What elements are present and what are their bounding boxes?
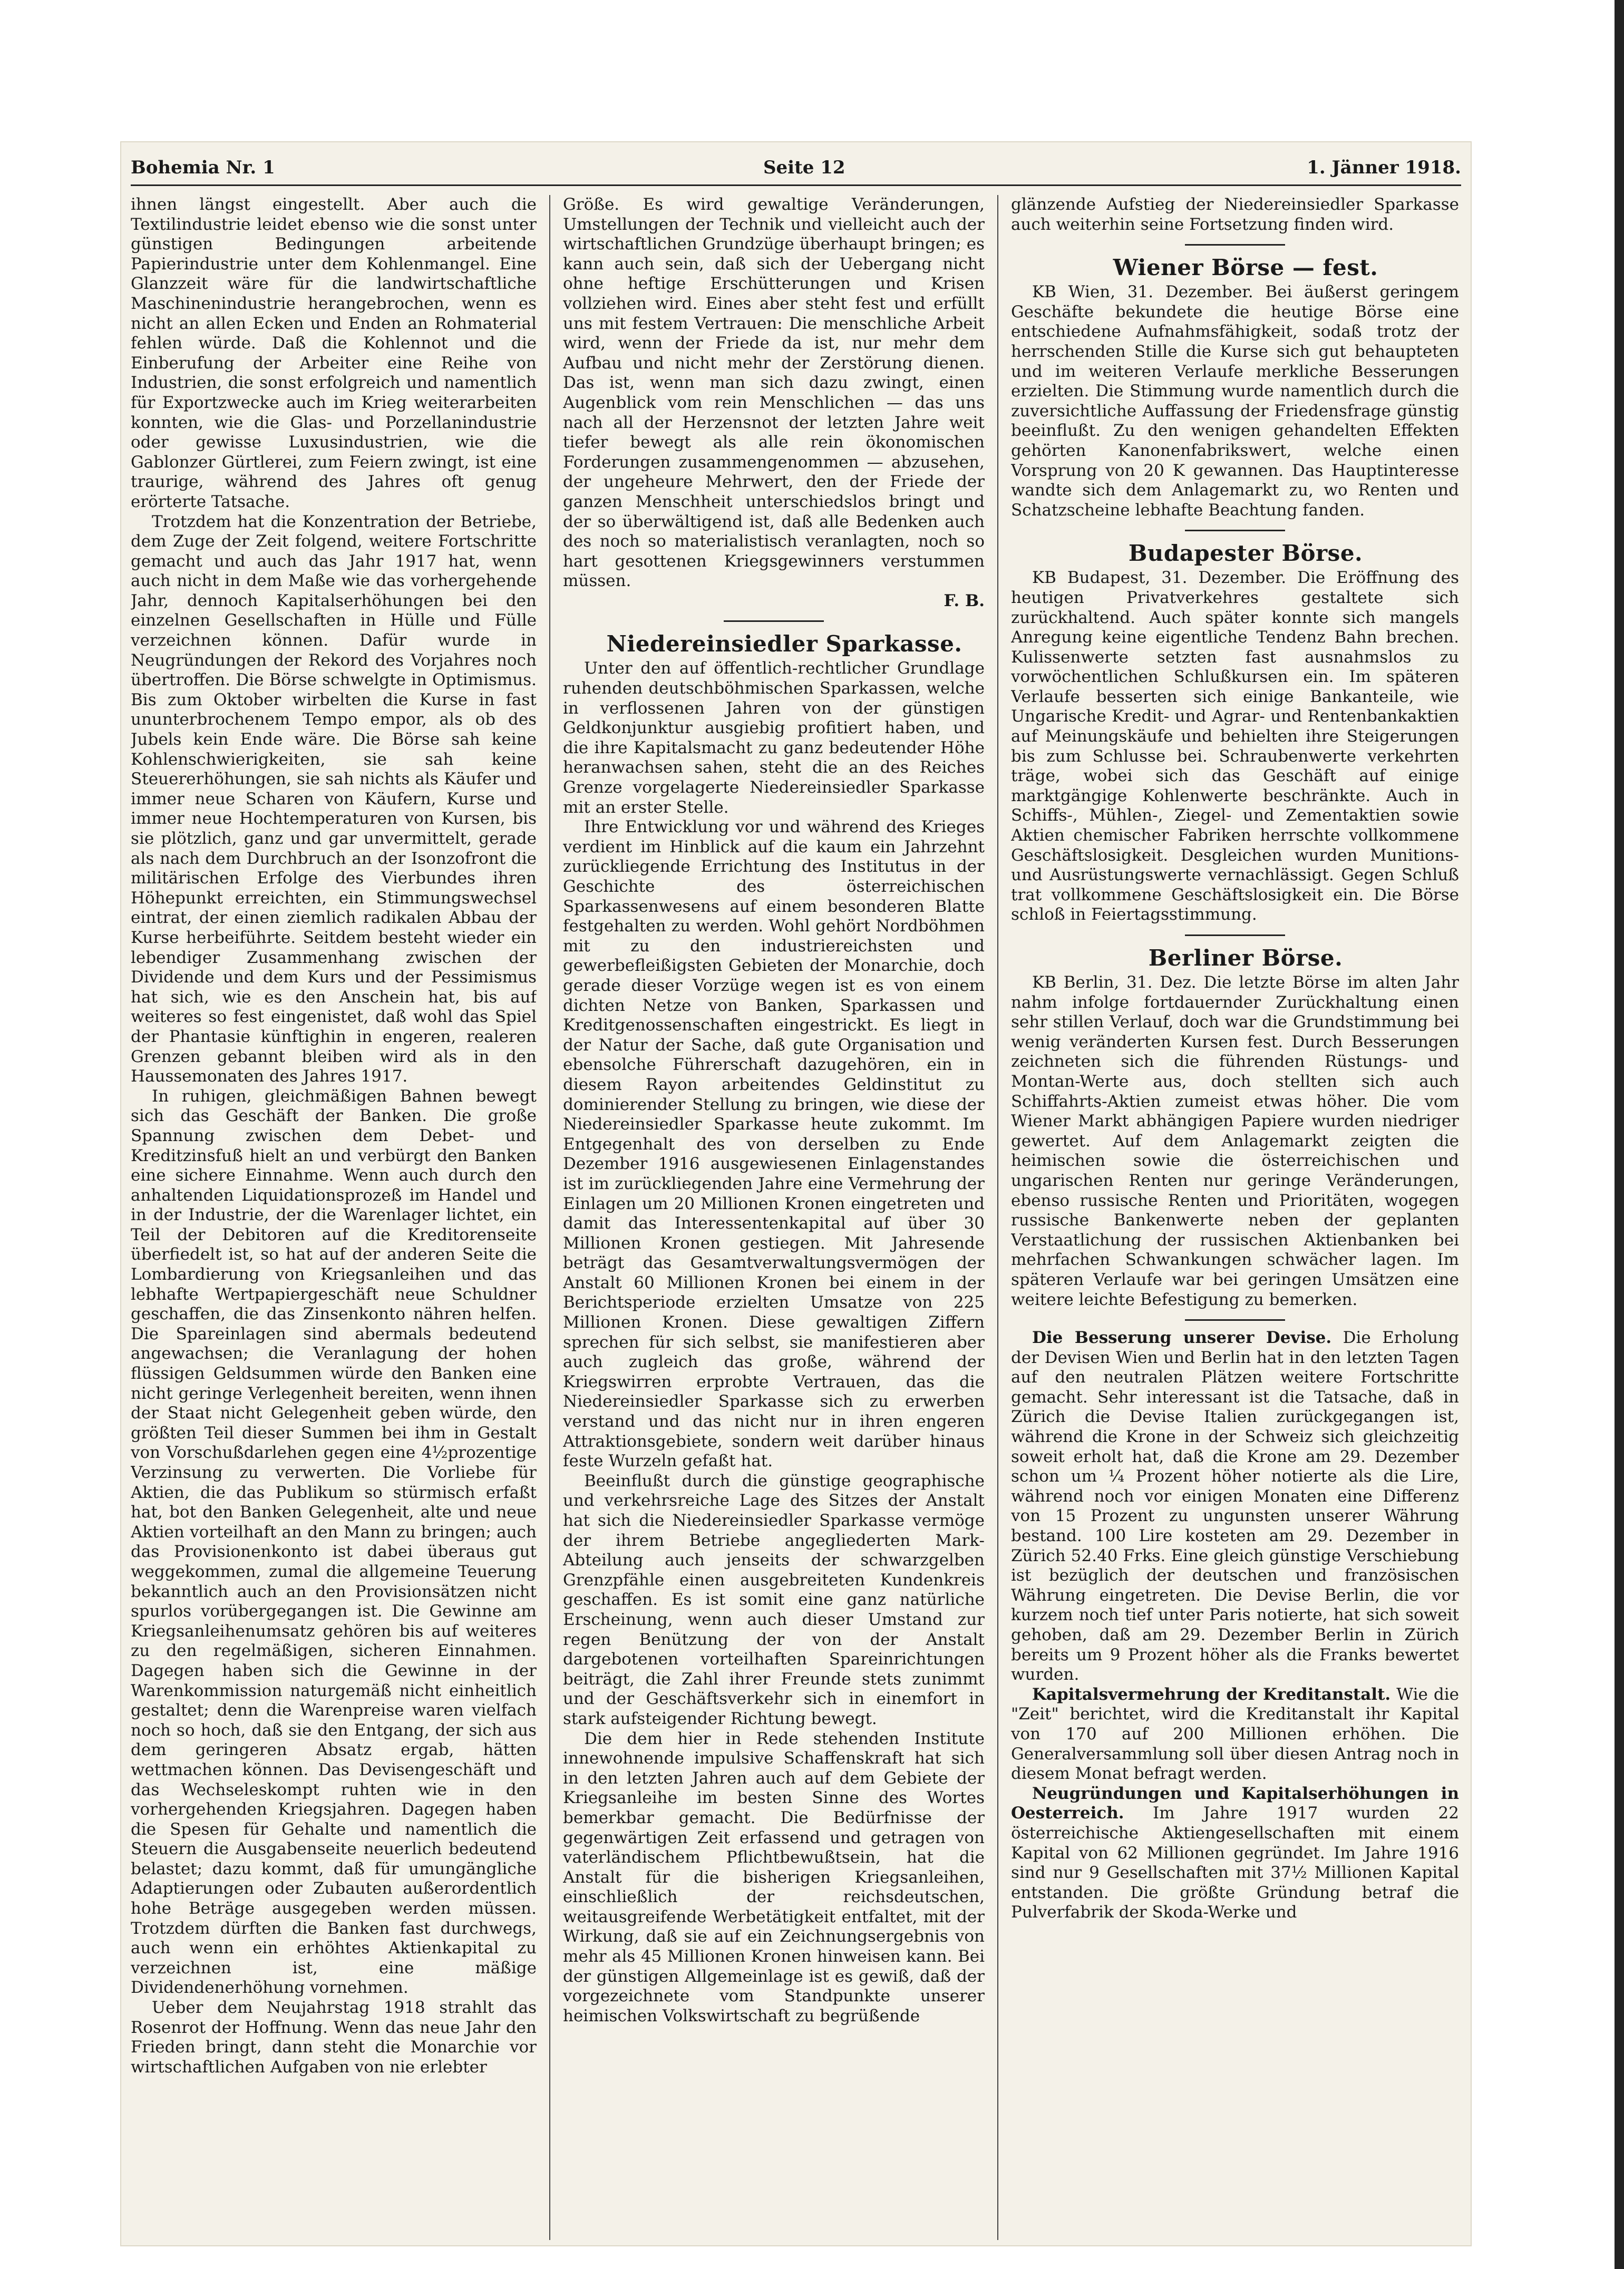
column-3 bbox=[1011, 195, 1459, 2240]
column-1 bbox=[131, 195, 537, 2240]
section-divider bbox=[724, 620, 824, 622]
col2-article-paragraph: Unter den auf öffentlich-rechtlicher Grundlage ruhenden deutschböhmischen Sparkassen, welche in verflossenen Jahren von der günstigen Geldkonjunktur ausgiebig profitiert haben, und die ihre Kapitalsmacht zu ganz bedeutender Höhe heranwachsen sahen, steht die an des Reiches Grenze vorgelagerte Niedereinsiedler Sparkasse mit an erster Stelle. bbox=[563, 659, 985, 817]
col1-paragraph: Ueber dem Neujahrstag 1918 strahlt das Rosenrot der Hoffnung. Wenn das neue Jahr den Frieden bringt, dann steht die Monarchie vor wirtschaftlichen Aufgaben von nie erlebter bbox=[131, 1998, 537, 2077]
header-page-number: Seite 12 bbox=[763, 157, 845, 178]
col2-article-paragraph: Ihre Entwicklung vor und während des Krieges verdient im Hinblick auf die kaum ein Jahrzehnt zurückliegende Errichtung des Institutus in der Geschichte des österreichischen Sparkassenwesens auf einem besonderen Blatte festgehalten zu werden. Wohl gehört Nordböhmen mit zu den industriereichsten und gewerbefleißigsten Gebieten der Monarchie, doch gerade dieser Vorzüge wegen ist es von einem dichten Netze von Banken, Sparkassen und Kreditgenossenschaften eingestrickt. Es liegt in der Natur der Sache, daß gute Organisation und ebensolche Führerschaft dazugehören, ein in diesem Rayon arbeitendes Geldinstitut zu dominierender Stellung zu bringen, wie diese der Niedereinsiedler Sparkasse heute zukommt. Im Entgegenhalt des von derselben zu Ende Dezember 1916 ausgewiesenen Einlagenstandes ist im zurückliegenden Jahre eine Vermehrung der Einlagen um 20 Millionen Kronen eingetreten und damit das Interessentenkapital auf über 30 Millionen Kronen gestiegen. Mit Jahresende beträgt das Gesamtverwaltungsvermögen der Anstalt 60 Millionen Kronen bei einem in der Berichtsperiode erzielten Umsatze von 225 Millionen Kronen. Diese gewaltigen Ziffern sprechen für sich selbst, sie manifestieren aber auch zugleich das große, während der Kriegswirren erprobte Vertrauen, das die Niedereinsiedler Sparkasse sich zu erwerben verstand und das nicht nur in ihren engeren Attraktionsgebiete, sondern weit darüber hinaus feste Wurzeln gefaßt hat. bbox=[563, 817, 985, 1471]
notice-text: Wie die "Zeit" berichtet, wird die Kreditanstalt ihr Kapital von 170 auf 200 Millionen erhöhen. Die Generalversammlung soll über diesen Antrag noch in diesem Monat befragt werden. bbox=[1011, 1684, 1459, 1784]
section-divider bbox=[1185, 934, 1285, 936]
section-title-berliner-boerse: Berliner Börse. bbox=[1148, 945, 1343, 971]
col2-paragraph: Größe. Es wird gewaltige Veränderungen, Umstellungen der Technik und vielleicht auch der wirtschaftlichen Grundzüge überhaupt bringen; es kann auch sein, daß sich der Uebergang nicht ohne heftige Erschütterungen und Krisen vollziehen wird. Eines aber steht fest und erfüllt uns mit festem Vertrauen: Die menschliche Arbeit wird, wenn der Friede da ist, nur mehr dem Aufbau und nicht mehr der Zerstörung dienen. Das ist, wenn man sich dazu zwingt, einen Augenblick vom rein Menschlichen — das uns nach all der Herzensnot der letzten Jahre weit tiefer bewegt als alle rein ökonomischen Forderungen zusammengenommen — abzusehen, der ungeheure Mehrwert, den der Friede der ganzen Menschheit unterschiedslos bringt und der so überwältigend ist, daß alle Bedenken auch des noch so materialistisch veranlagten, noch so hart gesottenen Kriegsgewinners verstummen müssen. bbox=[563, 195, 985, 591]
col1-paragraph: Trotzdem hat die Konzentration der Betriebe, dem Zuge der Zeit folgend, weitere Fortschritte gemacht und auch das Jahr 1917 hat, wenn auch nicht in dem Maße wie das vorhergehende Jahr, dennoch Kapitalserhöhungen bei den einzelnen Gesellschaften in Hülle und Fülle verzeichnen können. Dafür wurde in Neugründungen der Rekord des Vorjahres noch übertroffen. Die Börse schwelgte in Optimismus. Bis zum Oktober wirbelten die Kurse in fast ununterbrochenem Tempo empor, als ob des Jubels kein Ende wäre. Die Börse sah keine Kohlenschwierigkeiten, sie sah keine Steuererhöhungen, sie sah nichts als Käufer und immer neue Scharen von Käufern, Kurse und immer neue Hochtemperaturen von Kursen, bis sie plötzlich, ganz und gar unvermittelt, gerade als nach dem Durchbruch an der Isonzofront die militärischen Erfolge des Vierbundes ihren Höhepunkt erreichten, ein Stimmungswechsel eintrat, der einen ziemlich radikalen Abbau der Kurse herbeiführte. Seitdem besteht wieder ein lebendiger Zusammenhang zwischen der Dividende und dem Kurs und der Pessimismus hat sich, wie es den Anschein hat, bis auf weiteres so fest eingenistet, daß wohl das Spiel der Phantasie künftighin in engeren, realeren Grenzen gebannt bleiben wird als in den Haussemonaten des Jahres 1917. bbox=[131, 512, 537, 1086]
col3-intro: glänzende Aufstieg der Niedereinsiedler Sparkasse auch weiterhin seine Fortsetzung finden wird. bbox=[1011, 195, 1459, 234]
notice-lead: Die Besserung unserer Devise. bbox=[1032, 1328, 1332, 1348]
col2-article-paragraph: Die dem hier in Rede stehenden Institute innewohnende impulsive Schaffenskraft hat sich in den letzten Jahren auch auf dem Gebiete der Kriegsanleihe im besten Sinne des Wortes bemerkbar gemacht. Die Bedürfnisse der gegenwärtigen Zeit erfassend und getragen von vaterländischem Pflichtbewußtsein, hat die Anstalt für die bisherigen Kriegsanleihen, einschließlich der reichsdeutschen, weitausgreifende Werbetätigkeit entfaltet, mit der Wirkung, daß sie auf ein Zeichnungsergebnis von mehr als 45 Millionen Kronen hinweisen kann. Bei der günstigen Allgemeinlage ist es gewiß, daß der vorgezeichnete vom Standpunkte unserer heimischen Volkswirtschaft zu begrüßende bbox=[563, 1729, 985, 2025]
column-2 bbox=[563, 195, 985, 2240]
header-divider bbox=[131, 184, 1461, 186]
column-divider-1 bbox=[549, 195, 550, 2240]
page-header bbox=[131, 152, 1461, 183]
notice-paragraph bbox=[1011, 1685, 1459, 1784]
notice-paragraph bbox=[1011, 1784, 1459, 1923]
notice-lead: Neugründungen und Kapitalserhöhungen in Oesterreich. bbox=[1011, 1784, 1459, 1823]
header-publication: Bohemia Nr. 1 bbox=[131, 157, 275, 178]
notice-text: Die Erholung der Devisen Wien und Berlin hat in den letzten Tagen auf den neutralen Plätzen weitere Fortschritte gemacht. Sehr interessant ist die Tatsache, daß in Zürich die Devise Italien zurückgegangen ist, während die Krone in der Schweiz sich gleichzeitig soweit erholt hat, daß die Krone am 29. Dezember schon um ¼ Prozent höher notierte als die Lire, während noch vor einigen Monaten eine Differenz von 15 Prozent zu ungunsten unserer Währung bestand. 100 Lire kosteten am 29. Dezember in Zürich 52.40 Frks. Eine gleich günstige Verschiebung ist bezüglich der deutschen und französischen Währung eingetreten. Die Devise Berlin, die vor kurzem noch tief unter Paris notierte, hat sich soweit gehoben, daß am 29. Dezember Berlin in Zürich bereits um 9 Prozent höher als die Franks bewertet wurden. bbox=[1011, 1328, 1459, 1684]
article-signature: F. B. bbox=[944, 591, 985, 610]
header-date: 1. Jänner 1918. bbox=[1307, 157, 1461, 178]
section-paragraph: KB Berlin, 31. Dez. Die letzte Börse im alten Jahr nahm infolge fortdauernder Zurückhaltung einen sehr stillen Verlauf, doch war die Grundstimmung bei wenig veränderten Kursen fest. Durch Besserungen zeichneten sich die führenden Rüstungs- und Montan-Werte aus, doch stellten sich auch Schiffahrts-Aktien zumeist etwas höher. Die vom Wiener Markt abhängigen Papiere wurden niedriger gewertet. Auf dem Anlagemarkt zeigten die heimischen sowie die österreichischen und ungarischen Renten nur geringe Veränderungen, ebenso russische Renten und Prioritäten, wogegen russische Bankenwerte neben der geplanten Verstaatlichung der russischen Aktienbanken bei mehrfachen Schwankungen schwächer lagen. Im späteren Verlaufe war bei geringen Umsätzen eine weitere leichte Befestigung zu bemerken. bbox=[1011, 973, 1459, 1309]
col1-paragraph: In ruhigen, gleichmäßigen Bahnen bewegt sich das Geschäft der Banken. Die große Spannung zwischen dem Debet- und Kreditzinsfuß hielt an und verbürgt den Banken eine sichere Einnahme. Wenn auch durch den anhaltenden Liquidationsprozeß im Handel und in der Industrie, der die Warenlager lichtet, ein Teil der Debitoren auf die Kreditorenseite überfiedelt ist, so hat auf der anderen Seite die Lombardierung von Kriegsanleihen und das lebhafte Wertpapiergeschäft neue Schuldner geschaffen, die das Zinsenkonto nähren helfen. Die Spareinlagen sind abermals bedeutend angewachsen; die Veranlagung der hohen flüssigen Geldsummen würde den Banken eine nicht geringe Verlegenheit bereiten, wenn ihnen der Staat nicht Gelegenheit geben würde, den größten Teil dieser Summen bei ihm in Gestalt von Vorschußdarlehen gegen eine 4½prozentige Verzinsung zu verwerten. Die Vorliebe für Aktien, die das Publikum so stürmisch erfaßt hat, bot den Banken Gelegenheit, alte und neue Aktien vorteilhaft an den Mann zu bringen; auch das Provisionenkonto ist dabei überaus gut weggekommen, zumal die allgemeine Teuerung bekanntlich auch an den Provisionsätzen nicht spurlos vorübergegangen ist. Die Gewinne am Kriegsanleihenumsatz gehören bis auf weiteres zu den regelmäßigen, sicheren Einnahmen. Dagegen haben sich die Gewinne in der Warenkommission naturgemäß nicht einheitlich gestaltet; denn die Warenpreise waren vielfach noch so hoch, daß sie den Entgang, der sich aus dem geringeren Absatz ergab, hätten wettmachen können. Das Devisengeschäft und das Wechseleskompt ruhten wie in den vorhergehenden Kriegsjahren. Dagegen haben die Spesen für Gehalte und namentlich die Steuern die Ausgabenseite neuerlich bedeutend belastet; dazu kommt, daß für umungängliche Adaptierungen oder Zubauten außerordentlich hohe Beträge ausgegeben werden müssen. Trotzdem dürften die Banken fast durchwegs, auch wenn ein erhöhtes Aktienkapital zu verzeichnen ist, eine mäßige Dividendenerhöhung vornehmen. bbox=[131, 1086, 537, 1998]
section-title-budapester-boerse: Budapester Börse. bbox=[1128, 540, 1363, 567]
col2-article-paragraph: Beeinflußt durch die günstige geographische und verkehrsreiche Lage des Sitzes der Anstalt hat sich die Niedereinsiedler Sparkasse vermöge der ihrem Betriebe angegliederten Mark-Abteilung auch jenseits der schwarzgelben Grenzpfähle einen ausgebreiteten Kundenkreis geschaffen. Es ist somit eine ganz natürliche Erscheinung, wenn auch dieser Umstand zur regen Benützung der von der Anstalt dargebotenen vorteilhaften Spareinrichtungen beiträgt, die Zahl ihrer Freunde stets zunimmt und der Geschäftsverkehr sich in einemfort in stark aufsteigender Richtung bewegt. bbox=[563, 1471, 985, 1728]
section-paragraph: KB Budapest, 31. Dezember. Die Eröffnung des heutigen Privatverkehres gestaltete sich zurückhaltend. Auch später konnte sich mangels Anregung keine eigentliche Tendenz Bahn brechen. Kulissenwerte setzten fast ausnahmslos zu vorwöchentlichen Schlußkursen ein. Im späteren Verlaufe besserten sich einige Bankanteile, wie Ungarische Kredit- und Agrar- und Rentenbankaktien auf Meinungskäufe und behielten ihre Steigerungen bis zum Schlusse bei. Schraubenwerte verkehrten träge, wobei sich das Geschäft auf einige marktgängige Kohlenwerte beschränkte. Auch in Schiffs-, Mühlen-, Ziegel- und Zementaktien sowie Aktien chemischer Fabriken herrschte vollkommene Geschäftslosigkeit. Desgleichen wurden Munitions- und Ausrüstungswerte vernachlässigt. Gegen Schluß trat vollkommene Geschäftslosigkeit ein. Die Börse schloß in Feiertagsstimmung. bbox=[1011, 568, 1459, 924]
section-divider bbox=[1185, 1319, 1285, 1321]
section-divider bbox=[1185, 244, 1285, 246]
notice-text: Im Jahre 1917 wurden 22 österreichische Aktiengesellschaften mit einem Kapital von 62 Millionen gegründet. Im Jahre 1916 sind nur 9 Gesellschaften mit 37½ Millionen Kapital entstanden. Die größte Gründung betraf die Pulverfabrik der Skoda-Werke und bbox=[1011, 1804, 1459, 1922]
section-divider bbox=[1185, 530, 1285, 531]
column-divider-2 bbox=[997, 195, 998, 2240]
notice-lead: Kapitalsvermehrung der Kreditanstalt. bbox=[1032, 1684, 1391, 1704]
article-title-sparkasse: Niedereinsiedler Sparkasse. bbox=[606, 631, 962, 657]
notice-paragraph bbox=[1011, 1328, 1459, 1685]
newspaper-page bbox=[121, 142, 1471, 2245]
section-paragraph: KB Wien, 31. Dezember. Bei äußerst geringem Geschäfte bekundete die heutige Börse eine entschiedene Aufnahmsfähigkeit, sodaß trotz der herrschenden Stille die Kurse sich gut behaupteten und im weiteren Verlaufe merkliche Besserungen erzielten. Die Stimmung wurde namentlich durch die zuversichtliche Auffassung der Friedensfrage günstig beeinflußt. Zu den wenigen gehandelten Effekten gehörten Kanonenfabrikswert, welche einen Vorsprung von 20 K gewannen. Das Hauptinteresse wandte sich dem Anlagemarkt zu, wo Renten und Schatzscheine lebhafte Beachtung fanden. bbox=[1011, 283, 1459, 520]
section-title-wiener-boerse: Wiener Börse — fest. bbox=[1113, 255, 1378, 281]
col1-paragraph: ihnen längst eingestellt. Aber auch die Textilindustrie leidet ebenso wie die sonst unter günstigen Bedingungen arbeitende Papierindustrie unter dem Kohlenmangel. Eine Glanzzeit wäre für die landwirtschaftliche Maschinenindustrie herangebrochen, wenn es nicht an allen Ecken und Enden an Rohmaterial fehlen würde. Daß die Kohlennot und die Einberufung der Arbeiter eine Reihe von Industrien, die sonst erfolgreich und namentlich für Exportzwecke auch im Krieg weiterarbeiten konnten, wie die Glas- und Porzellanindustrie oder gewisse Luxusindustrien, wie die Gablonzer Gürtlerei, zum Feiern zwingt, ist eine traurige, während des Jahres oft genug erörterte Tatsache. bbox=[131, 195, 537, 511]
